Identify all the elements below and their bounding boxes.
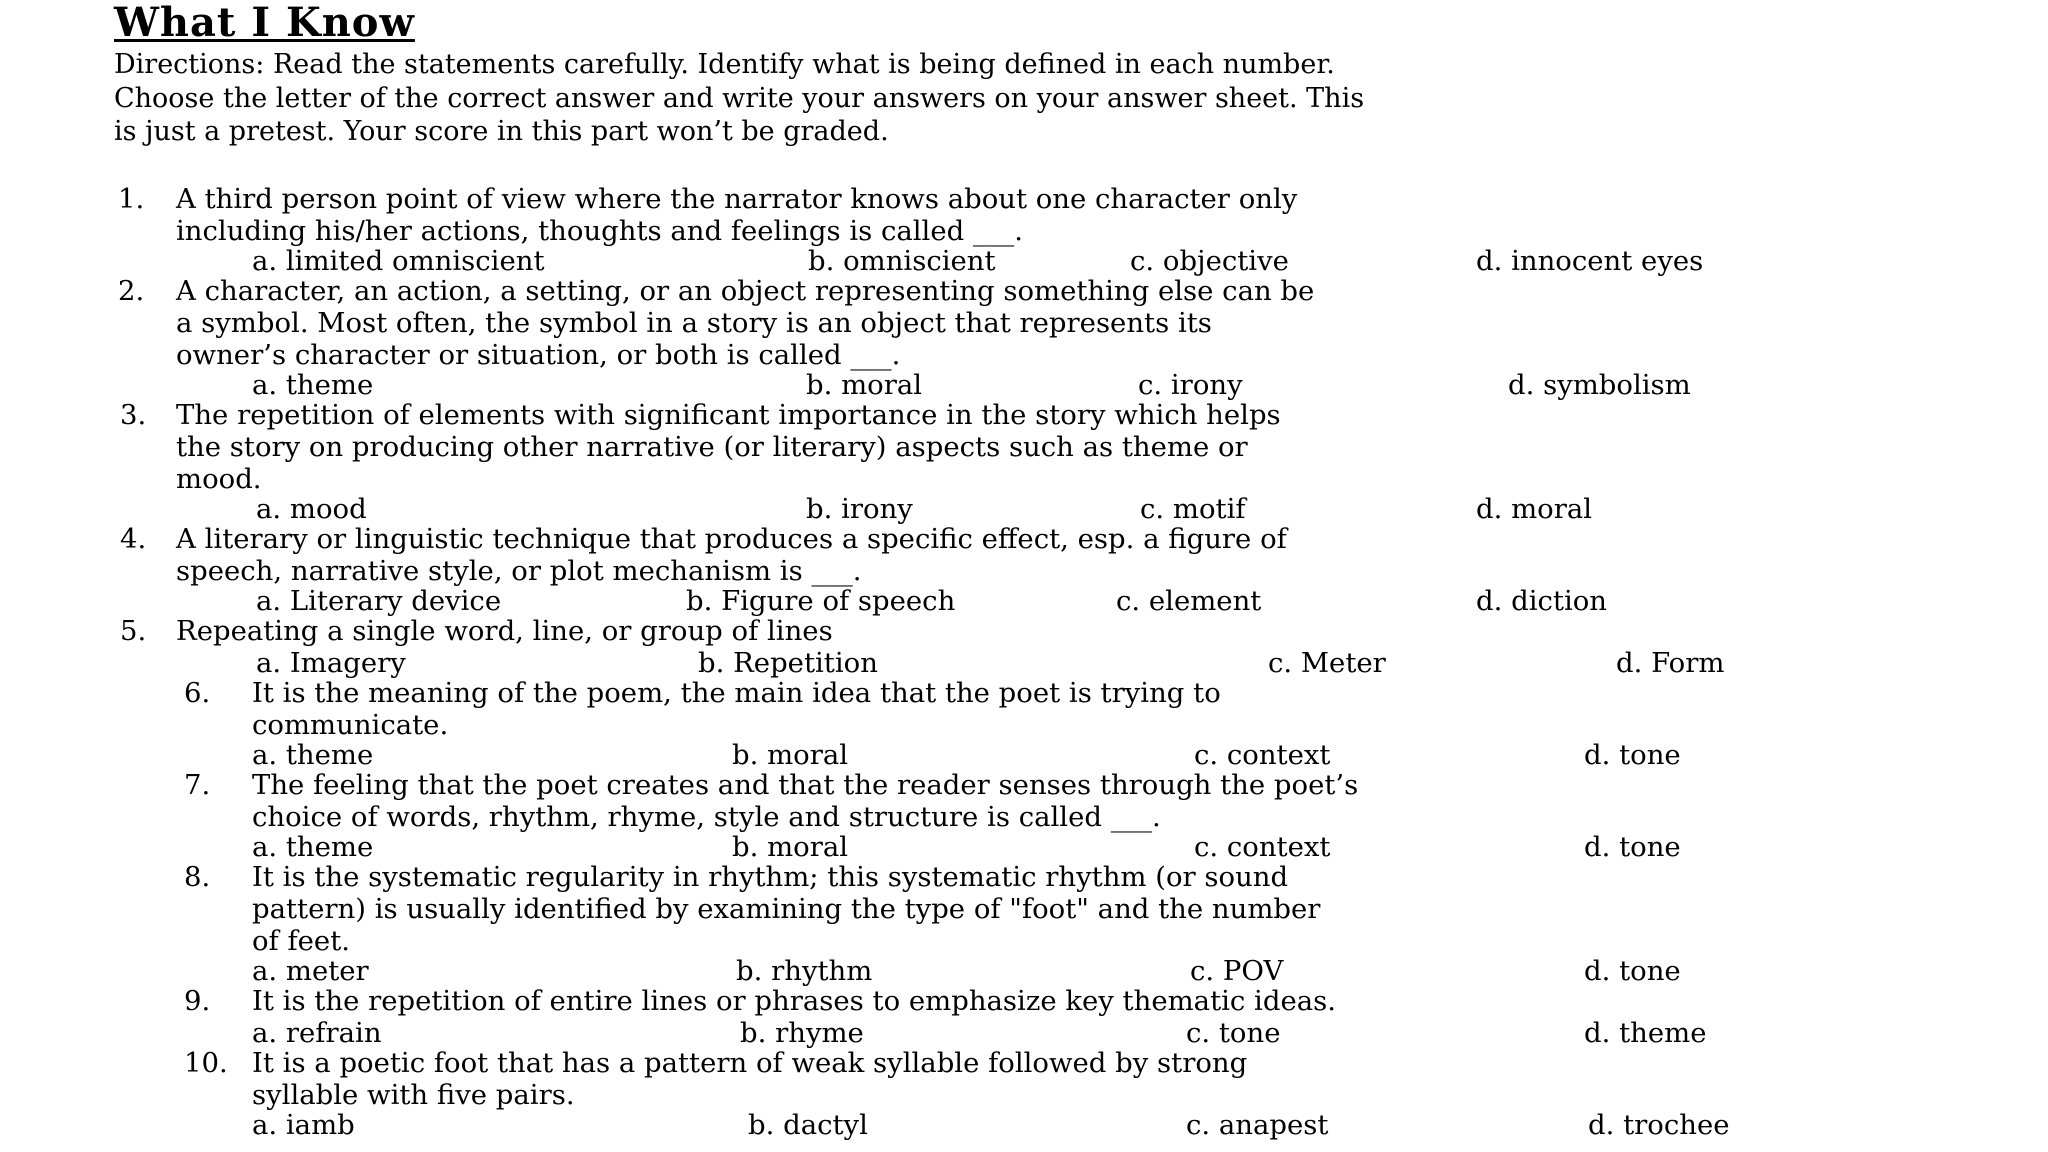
answer-option: b. rhythm <box>736 955 873 987</box>
answer-option: d. tone <box>1584 739 1681 771</box>
answer-option: c. objective <box>1130 245 1289 277</box>
answer-option: a. Imagery <box>256 647 406 679</box>
answer-option: d. trochee <box>1588 1109 1730 1141</box>
page-title: What I Know <box>114 0 415 46</box>
question-text: It is the repetition of entire lines or phrases to emphasize key thematic ideas. <box>252 985 1336 1017</box>
directions-line: is just a pretest. Your score in this part won’t be graded. <box>114 116 889 147</box>
directions-line: Choose the letter of the correct answer and write your answers on your answer sheet. This <box>114 82 1365 114</box>
question-number: 9. <box>184 985 211 1017</box>
question-text: syllable with five pairs. <box>252 1079 575 1111</box>
answer-option: b. dactyl <box>748 1109 868 1141</box>
answer-option: c. anapest <box>1186 1109 1329 1141</box>
question-text: speech, narrative style, or plot mechanism is ___. <box>176 555 862 587</box>
answer-option: d. diction <box>1476 585 1608 617</box>
answer-option: b. omniscient <box>808 245 996 277</box>
question-number: 8. <box>184 861 211 893</box>
question-text: It is the systematic regularity in rhythm; this systematic rhythm (or sound <box>252 861 1289 893</box>
question-number: 2. <box>118 275 145 307</box>
question-number: 7. <box>184 769 211 801</box>
answer-option: b. moral <box>732 739 849 771</box>
question-text: It is the meaning of the poem, the main idea that the poet is trying to <box>252 677 1221 709</box>
answer-option: b. Figure of speech <box>686 585 956 617</box>
question-text: Repeating a single word, line, or group of lines <box>176 615 833 647</box>
question-number: 10. <box>184 1047 228 1079</box>
answer-option: c. Meter <box>1268 647 1386 679</box>
question-number: 3. <box>120 399 147 431</box>
question-text: A literary or linguistic technique that produces a specific effect, esp. a figure of <box>176 523 1287 555</box>
answer-option: d. tone <box>1584 831 1681 863</box>
answer-option: c. irony <box>1138 369 1243 401</box>
question-text: The feeling that the poet creates and that the reader senses through the poet’s <box>252 769 1359 801</box>
answer-option: d. innocent eyes <box>1476 245 1704 277</box>
answer-option: a. limited omniscient <box>252 245 545 277</box>
answer-option: d. Form <box>1616 647 1725 679</box>
question-text: communicate. <box>252 709 449 741</box>
question-number: 6. <box>184 677 211 709</box>
answer-option: b. Repetition <box>698 647 878 679</box>
question-text: a symbol. Most often, the symbol in a story is an object that represents its <box>176 307 1212 339</box>
question-text: including his/her actions, thoughts and feelings is called ___. <box>176 215 1023 247</box>
question-text: of feet. <box>252 925 350 957</box>
question-number: 4. <box>120 523 147 555</box>
answer-option: a. meter <box>252 955 369 987</box>
answer-option: d. tone <box>1584 955 1681 987</box>
question-text: mood. <box>176 463 262 495</box>
directions <box>114 48 1894 149</box>
answer-option: a. theme <box>252 831 374 863</box>
question-text: It is a poetic foot that has a pattern of weak syllable followed by strong <box>252 1047 1248 1079</box>
answer-option: c. element <box>1116 585 1262 617</box>
answer-option: c. context <box>1194 739 1331 771</box>
answer-option: a. refrain <box>252 1017 382 1049</box>
answer-option: a. mood <box>256 493 367 525</box>
answer-option: c. tone <box>1186 1017 1281 1049</box>
answer-option: d. symbolism <box>1508 369 1691 401</box>
question-text: The repetition of elements with significant importance in the story which helps <box>176 399 1281 431</box>
answer-option: b. moral <box>806 369 923 401</box>
answer-option: b. rhyme <box>740 1017 864 1049</box>
answer-option: a. theme <box>252 739 374 771</box>
directions-line: Directions: Read the statements carefully. Identify what is being defined in each number. <box>114 49 1335 80</box>
question-number: 1. <box>118 183 145 215</box>
question-text: choice of words, rhythm, rhyme, style and structure is called ___. <box>252 801 1161 833</box>
question-text: A character, an action, a setting, or an object representing something else can be <box>176 275 1315 307</box>
question-text: owner’s character or situation, or both is called ___. <box>176 339 901 371</box>
answer-option: c. context <box>1194 831 1331 863</box>
answer-option: b. moral <box>732 831 849 863</box>
question-number: 5. <box>120 615 147 647</box>
answer-option: c. motif <box>1140 493 1246 525</box>
question-text: pattern) is usually identified by examining the type of "foot" and the number <box>252 893 1321 925</box>
question-text: the story on producing other narrative (or literary) aspects such as theme or <box>176 431 1248 463</box>
answer-option: a. iamb <box>252 1109 355 1141</box>
answer-option: a. theme <box>252 369 374 401</box>
answer-option: c. POV <box>1190 955 1284 987</box>
answer-option: d. theme <box>1584 1017 1707 1049</box>
answer-option: d. moral <box>1476 493 1593 525</box>
answer-option: a. Literary device <box>256 585 502 617</box>
answer-option: b. irony <box>806 493 913 525</box>
question-text: A third person point of view where the narrator knows about one character only <box>176 183 1298 215</box>
